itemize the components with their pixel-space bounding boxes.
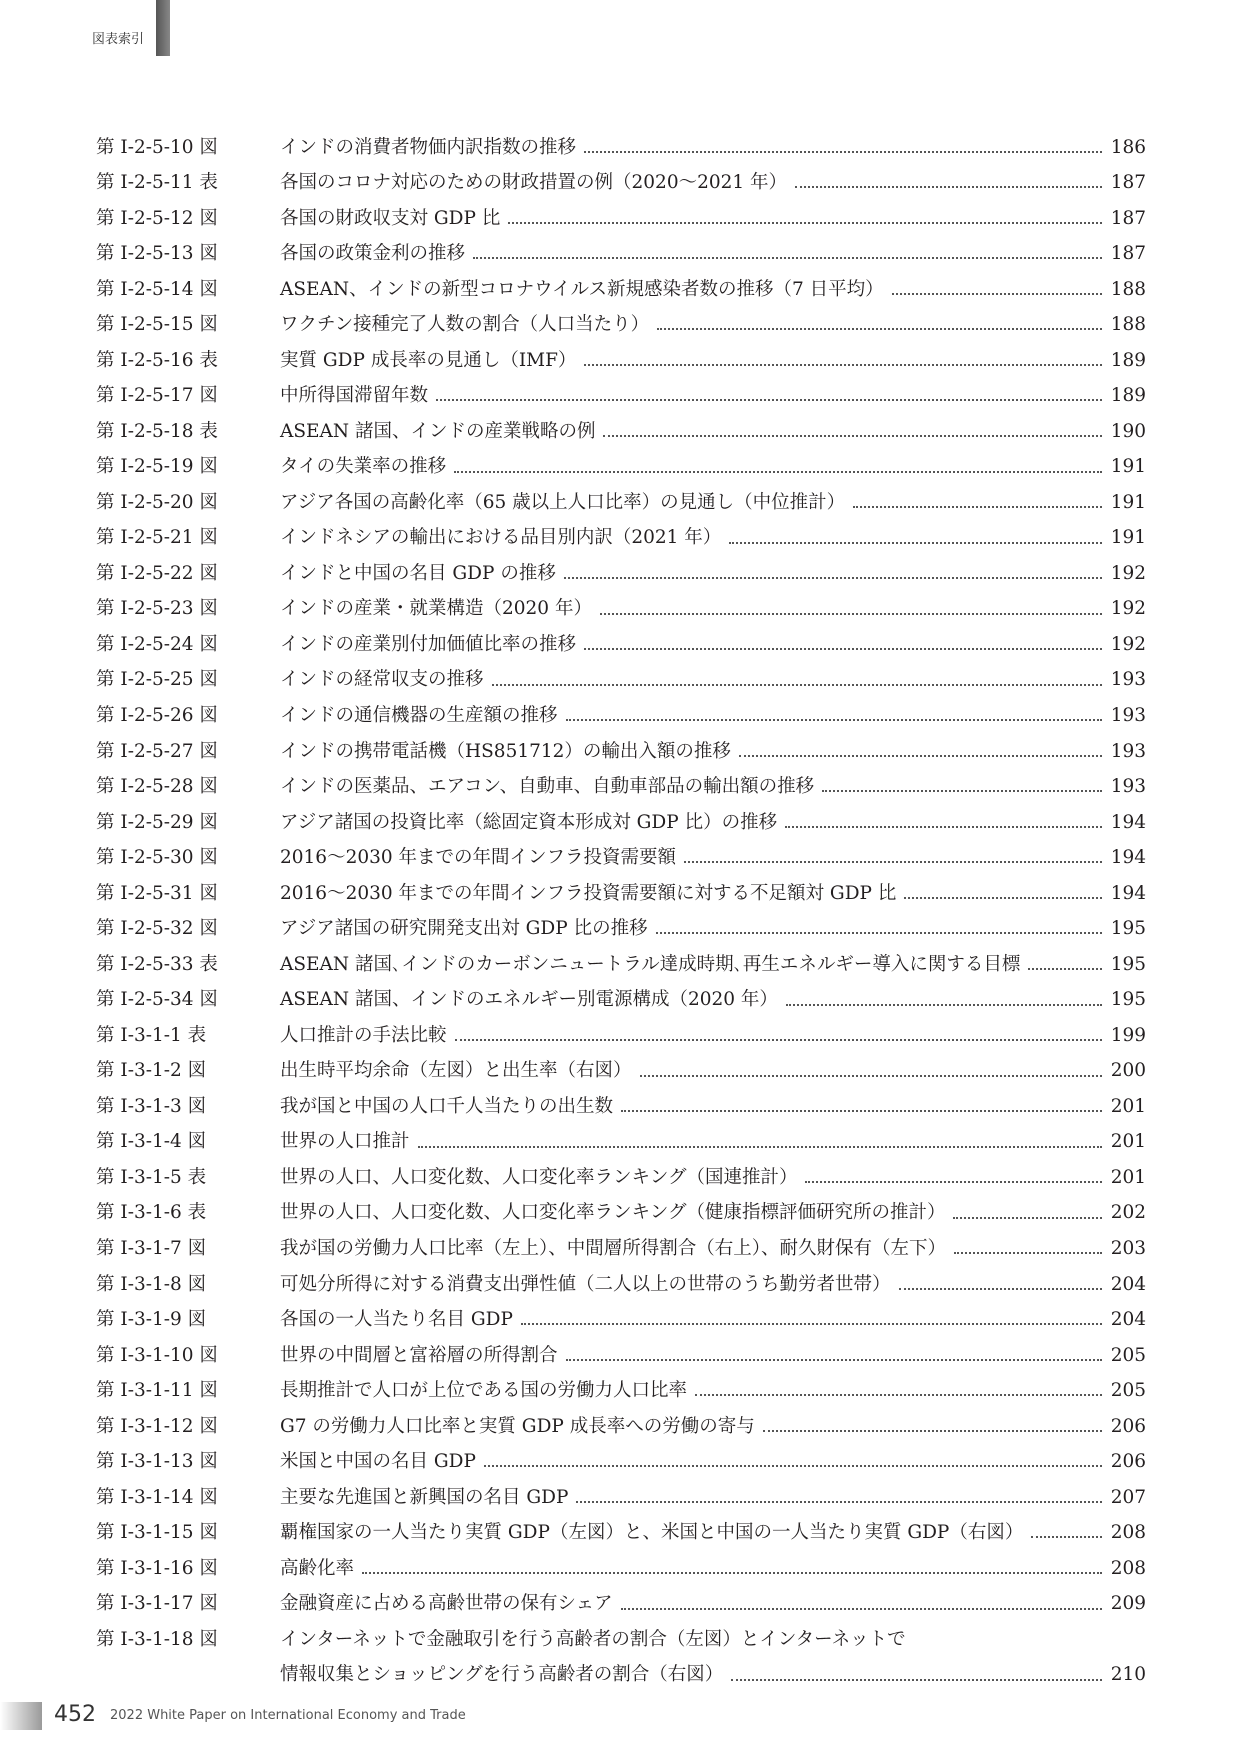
index-entry — [96, 627, 1146, 663]
entry-title: アジア諸国の研究開発支出対 GDP 比の推移 — [280, 918, 648, 940]
entry-page: 191 — [1110, 527, 1146, 549]
index-entry — [96, 841, 1146, 877]
entry-page: 206 — [1110, 1415, 1146, 1437]
entry-page: 201 — [1110, 1131, 1146, 1153]
dot-leader — [695, 1394, 1102, 1396]
index-entry — [96, 166, 1146, 202]
entry-page: 199 — [1110, 1024, 1146, 1046]
entry-number: 第 I-2-5-33 表 — [96, 953, 218, 975]
dot-leader — [731, 1679, 1102, 1681]
entry-page: 193 — [1110, 776, 1146, 798]
dot-leader — [576, 1501, 1102, 1503]
index-entry-last — [96, 1622, 1146, 1693]
dot-leader — [521, 1323, 1102, 1325]
entry-page: 201 — [1110, 1166, 1146, 1188]
entry-number: 第 I-3-1-8 図 — [96, 1273, 207, 1295]
index-entry — [96, 1338, 1146, 1374]
entry-number: 第 I-2-5-11 表 — [96, 172, 218, 194]
entry-number: 第 I-2-5-34 図 — [96, 989, 218, 1011]
entry-number: 第 I-2-5-10 図 — [96, 136, 218, 158]
dot-leader — [603, 435, 1102, 437]
index-entry — [96, 1445, 1146, 1481]
entry-title: アジア各国の高齢化率（65 歳以上人口比率）の見通し（中位推計） — [280, 491, 846, 513]
index-entry — [96, 379, 1146, 415]
dot-leader — [656, 932, 1102, 934]
entry-title: 中所得国滞留年数 — [280, 385, 429, 407]
dot-leader — [640, 1075, 1102, 1077]
entry-number: 第 I-2-5-18 表 — [96, 420, 218, 442]
dot-leader — [566, 1359, 1102, 1361]
entry-number: 第 I-3-1-12 図 — [96, 1415, 218, 1437]
dot-leader — [954, 1252, 1102, 1254]
entry-number: 第 I-2-5-23 図 — [96, 598, 218, 620]
dot-leader — [953, 1217, 1102, 1219]
entry-title: インドネシアの輸出における品目別内訳（2021 年） — [280, 527, 722, 549]
dot-leader — [564, 577, 1102, 579]
dot-leader — [584, 364, 1102, 366]
entry-title: インドの通信機器の生産額の推移 — [280, 705, 558, 727]
index-entry — [96, 1516, 1146, 1552]
entry-number: 第 I-2-5-14 図 — [96, 278, 218, 300]
entry-number: 第 I-3-1-14 図 — [96, 1486, 218, 1508]
index-entry — [96, 1480, 1146, 1516]
index-entry — [96, 1551, 1146, 1587]
index-entry — [96, 414, 1146, 450]
entry-title: インドの携帯電話機（HS851712）の輸出入額の推移 — [280, 740, 731, 762]
dot-leader — [455, 1039, 1102, 1041]
entry-page: 191 — [1110, 491, 1146, 513]
index-entry — [96, 308, 1146, 344]
entry-number: 第 I-2-5-29 図 — [96, 811, 218, 833]
entry-page: 194 — [1110, 847, 1146, 869]
entry-number: 第 I-3-1-5 表 — [96, 1166, 207, 1188]
dot-leader — [657, 328, 1102, 330]
index-entry — [96, 805, 1146, 841]
entry-page: 193 — [1110, 740, 1146, 762]
entry-title: 世界の人口、人口変化数、人口変化率ランキング（国連推計） — [280, 1166, 798, 1188]
entry-page: 208 — [1110, 1557, 1146, 1579]
index-entry — [96, 592, 1146, 628]
entry-title: 各国の一人当たり名目 GDP — [280, 1309, 513, 1331]
index-entry — [96, 1160, 1146, 1196]
entry-title: ASEAN 諸国､インドのカーボンニュートラル達成時期､再生エネルギー導入に関する目標 — [280, 953, 1021, 975]
dot-leader — [892, 293, 1102, 295]
entry-number: 第 I-3-1-17 図 — [96, 1593, 218, 1615]
entry-title: インドと中国の名目 GDP の推移 — [280, 562, 556, 584]
entry-number: 第 I-2-5-20 図 — [96, 491, 218, 513]
dot-leader — [584, 648, 1102, 650]
index-entry — [96, 343, 1146, 379]
index-entry — [96, 272, 1146, 308]
dot-leader — [508, 222, 1102, 224]
index-entry — [96, 130, 1146, 166]
entry-number: 第 I-2-5-32 図 — [96, 918, 218, 940]
entry-title: 世界の中間層と富裕層の所得割合 — [280, 1344, 558, 1366]
index-entry — [96, 485, 1146, 521]
entry-page: 202 — [1110, 1202, 1146, 1224]
entry-page: 192 — [1110, 633, 1146, 655]
entry-number: 第 I-3-1-18 図 — [96, 1628, 218, 1650]
entry-number: 第 I-3-1-13 図 — [96, 1451, 218, 1473]
index-entry — [96, 1374, 1146, 1410]
entry-page: 206 — [1110, 1451, 1146, 1473]
entry-page: 186 — [1110, 136, 1146, 158]
entry-page: 187 — [1110, 243, 1146, 265]
entry-page: 188 — [1110, 278, 1146, 300]
entry-title: 世界の人口、人口変化数、人口変化率ランキング（健康指標評価研究所の推計） — [280, 1202, 946, 1224]
dot-leader — [763, 1430, 1102, 1432]
dot-leader — [904, 897, 1102, 899]
entry-title: 主要な先進国と新興国の名目 GDP — [280, 1486, 569, 1508]
dot-leader — [853, 506, 1102, 508]
index-entry — [96, 699, 1146, 735]
entry-number: 第 I-2-5-30 図 — [96, 847, 218, 869]
entry-title: 覇権国家の一人当たり実質 GDP（左図）と、米国と中国の一人当たり実質 GDP（右図） — [280, 1522, 1024, 1544]
entry-number: 第 I-3-1-1 表 — [96, 1024, 207, 1046]
dot-leader — [566, 719, 1102, 721]
index-entry — [96, 1267, 1146, 1303]
index-entry — [96, 1196, 1146, 1232]
entry-title: 可処分所得に対する消費支出弾性値（二人以上の世帯のうち勤労者世帯） — [280, 1273, 891, 1295]
entry-page: 194 — [1110, 882, 1146, 904]
entry-page: 204 — [1110, 1309, 1146, 1331]
entry-title: 米国と中国の名目 GDP — [280, 1451, 476, 1473]
index-entry — [96, 876, 1146, 912]
entry-page: 193 — [1110, 669, 1146, 691]
entry-page: 201 — [1110, 1095, 1146, 1117]
entry-page: 208 — [1110, 1522, 1146, 1544]
entry-number: 第 I-2-5-24 図 — [96, 633, 218, 655]
entry-title: インドの経常収支の推移 — [280, 669, 484, 691]
entry-page: 187 — [1110, 207, 1146, 229]
entry-page: 188 — [1110, 314, 1146, 336]
entry-title: 我が国と中国の人口千人当たりの出生数 — [280, 1095, 614, 1117]
section-label: 図表索引 — [92, 32, 145, 47]
dot-leader — [684, 861, 1102, 863]
entry-title: ASEAN 諸国、インドの産業戦略の例 — [280, 420, 596, 442]
dot-leader — [786, 1004, 1102, 1006]
dot-leader — [584, 151, 1102, 153]
entry-page: 204 — [1110, 1273, 1146, 1295]
entry-title: ワクチン接種完了人数の割合（人口当たり） — [280, 314, 650, 336]
index-entry — [96, 1018, 1146, 1054]
entry-title: 2016〜2030 年までの年間インフラ投資需要額に対する不足額対 GDP 比 — [280, 882, 897, 904]
dot-leader — [621, 1110, 1102, 1112]
entry-number: 第 I-2-5-22 図 — [96, 562, 218, 584]
entry-page: 209 — [1110, 1593, 1146, 1615]
entry-number: 第 I-2-5-27 図 — [96, 740, 218, 762]
dot-leader — [805, 1181, 1102, 1183]
dot-leader — [418, 1146, 1102, 1148]
entry-title: 各国の財政収支対 GDP 比 — [280, 207, 501, 229]
entry-number: 第 I-3-1-3 図 — [96, 1095, 207, 1117]
entry-title: 出生時平均余命（左図）と出生率（右図） — [280, 1060, 632, 1082]
entry-number: 第 I-3-1-9 図 — [96, 1309, 207, 1331]
entry-number: 第 I-2-5-17 図 — [96, 385, 218, 407]
dot-leader — [1028, 968, 1102, 970]
dot-leader — [600, 613, 1102, 615]
entry-page: 195 — [1110, 918, 1146, 940]
entry-number: 第 I-3-1-11 図 — [96, 1380, 218, 1402]
entry-title: タイの失業率の推移 — [280, 456, 447, 478]
entry-page: 190 — [1110, 420, 1146, 442]
index-entry — [96, 1125, 1146, 1161]
entry-page: 205 — [1110, 1344, 1146, 1366]
header-bar — [156, 0, 170, 56]
entry-page: 187 — [1110, 172, 1146, 194]
dot-leader — [621, 1608, 1102, 1610]
entry-number: 第 I-2-5-31 図 — [96, 882, 218, 904]
entry-title: ASEAN 諸国、インドのエネルギー別電源構成（2020 年） — [280, 989, 778, 1011]
entry-page: 203 — [1110, 1237, 1146, 1259]
dot-leader — [436, 399, 1102, 401]
entry-title: 各国のコロナ対応のための財政措置の例（2020〜2021 年） — [280, 172, 788, 194]
index-entry — [96, 201, 1146, 237]
entry-page: 194 — [1110, 811, 1146, 833]
dot-leader — [785, 826, 1102, 828]
entry-page: 207 — [1110, 1486, 1146, 1508]
index-entry — [96, 1409, 1146, 1445]
index-entry — [96, 770, 1146, 806]
dot-leader — [484, 1465, 1102, 1467]
index-entry — [96, 450, 1146, 486]
entry-number: 第 I-2-5-13 図 — [96, 243, 218, 265]
entry-title: 高齢化率 — [280, 1557, 355, 1579]
entry-page: 200 — [1110, 1060, 1146, 1082]
entry-page: 205 — [1110, 1380, 1146, 1402]
index-entry — [96, 521, 1146, 557]
entry-page: 189 — [1110, 349, 1146, 371]
figure-index-list — [96, 130, 1146, 1693]
entry-title-line1: インターネットで金融取引を行う高齢者の割合（左図）とインターネットで — [280, 1628, 906, 1650]
entry-number: 第 I-2-5-12 図 — [96, 207, 218, 229]
footer-page-number: 452 — [54, 1702, 96, 1727]
entry-page: 195 — [1110, 989, 1146, 1011]
dot-leader — [1031, 1536, 1102, 1538]
index-entry — [96, 734, 1146, 770]
index-entry — [96, 663, 1146, 699]
entry-number: 第 I-3-1-6 表 — [96, 1202, 207, 1224]
entry-number: 第 I-3-1-7 図 — [96, 1237, 207, 1259]
entry-page: 210 — [1110, 1664, 1146, 1686]
entry-page: 195 — [1110, 953, 1146, 975]
footer-publication-title: 2022 White Paper on International Economy and Trade — [110, 1708, 466, 1723]
entry-number: 第 I-2-5-21 図 — [96, 527, 218, 549]
index-entry — [96, 947, 1146, 983]
index-entry — [96, 1054, 1146, 1090]
entry-title: G7 の労働力人口比率と実質 GDP 成長率への労働の寄与 — [280, 1415, 755, 1437]
index-entry — [96, 983, 1146, 1019]
dot-leader — [454, 471, 1102, 473]
entry-page: 192 — [1110, 562, 1146, 584]
entry-number: 第 I-3-1-2 図 — [96, 1060, 207, 1082]
entry-number: 第 I-3-1-10 図 — [96, 1344, 218, 1366]
entry-number: 第 I-2-5-19 図 — [96, 456, 218, 478]
entry-page: 193 — [1110, 705, 1146, 727]
index-entry — [96, 237, 1146, 273]
index-entry — [96, 912, 1146, 948]
entry-title: 2016〜2030 年までの年間インフラ投資需要額 — [280, 847, 677, 869]
entry-number: 第 I-3-1-15 図 — [96, 1522, 218, 1544]
entry-title: インドの医薬品、エアコン、自動車、自動車部品の輸出額の推移 — [280, 776, 815, 798]
entry-page: 189 — [1110, 385, 1146, 407]
dot-leader — [795, 186, 1102, 188]
index-entry — [96, 556, 1146, 592]
entry-number: 第 I-3-1-16 図 — [96, 1557, 218, 1579]
entry-title: ASEAN、インドの新型コロナウイルス新規感染者数の推移（7 日平均） — [280, 278, 884, 300]
dot-leader — [473, 257, 1102, 259]
entry-title: 世界の人口推計 — [280, 1131, 410, 1153]
entry-title: 人口推計の手法比較 — [280, 1024, 447, 1046]
entry-title: 金融資産に占める高齢世帯の保有シェア — [280, 1593, 613, 1615]
entry-title: アジア諸国の投資比率（総固定資本形成対 GDP 比）の推移 — [280, 811, 778, 833]
entry-title: インドの消費者物価内訳指数の推移 — [280, 136, 577, 158]
dot-leader — [822, 790, 1102, 792]
entry-title: 各国の政策金利の推移 — [280, 243, 466, 265]
index-entry — [96, 1231, 1146, 1267]
entry-number: 第 I-3-1-4 図 — [96, 1131, 207, 1153]
entry-page: 191 — [1110, 456, 1146, 478]
index-entry — [96, 1089, 1146, 1125]
dot-leader — [492, 684, 1102, 686]
dot-leader — [729, 542, 1102, 544]
entry-number: 第 I-2-5-28 図 — [96, 776, 218, 798]
entry-title-line2: 情報収集とショッピングを行う高齢者の割合（右図） — [280, 1664, 724, 1686]
index-entry — [96, 1587, 1146, 1623]
entry-number: 第 I-2-5-25 図 — [96, 669, 218, 691]
entry-number: 第 I-2-5-26 図 — [96, 705, 218, 727]
entry-number: 第 I-2-5-15 図 — [96, 314, 218, 336]
dot-leader — [739, 755, 1102, 757]
index-entry — [96, 1303, 1146, 1339]
entry-title: インドの産業別付加価値比率の推移 — [280, 633, 577, 655]
dot-leader — [899, 1288, 1102, 1290]
dot-leader — [362, 1572, 1102, 1574]
entry-title: 長期推計で人口が上位である国の労働力人口比率 — [280, 1380, 688, 1402]
entry-title: インドの産業・就業構造（2020 年） — [280, 598, 592, 620]
entry-page: 192 — [1110, 598, 1146, 620]
entry-title: 我が国の労働力人口比率（左上）、中間層所得割合（右上）、耐久財保有（左下） — [280, 1237, 947, 1259]
footer-gradient — [0, 1702, 42, 1730]
entry-number: 第 I-2-5-16 表 — [96, 349, 218, 371]
entry-title: 実質 GDP 成長率の見通し（IMF） — [280, 349, 577, 371]
